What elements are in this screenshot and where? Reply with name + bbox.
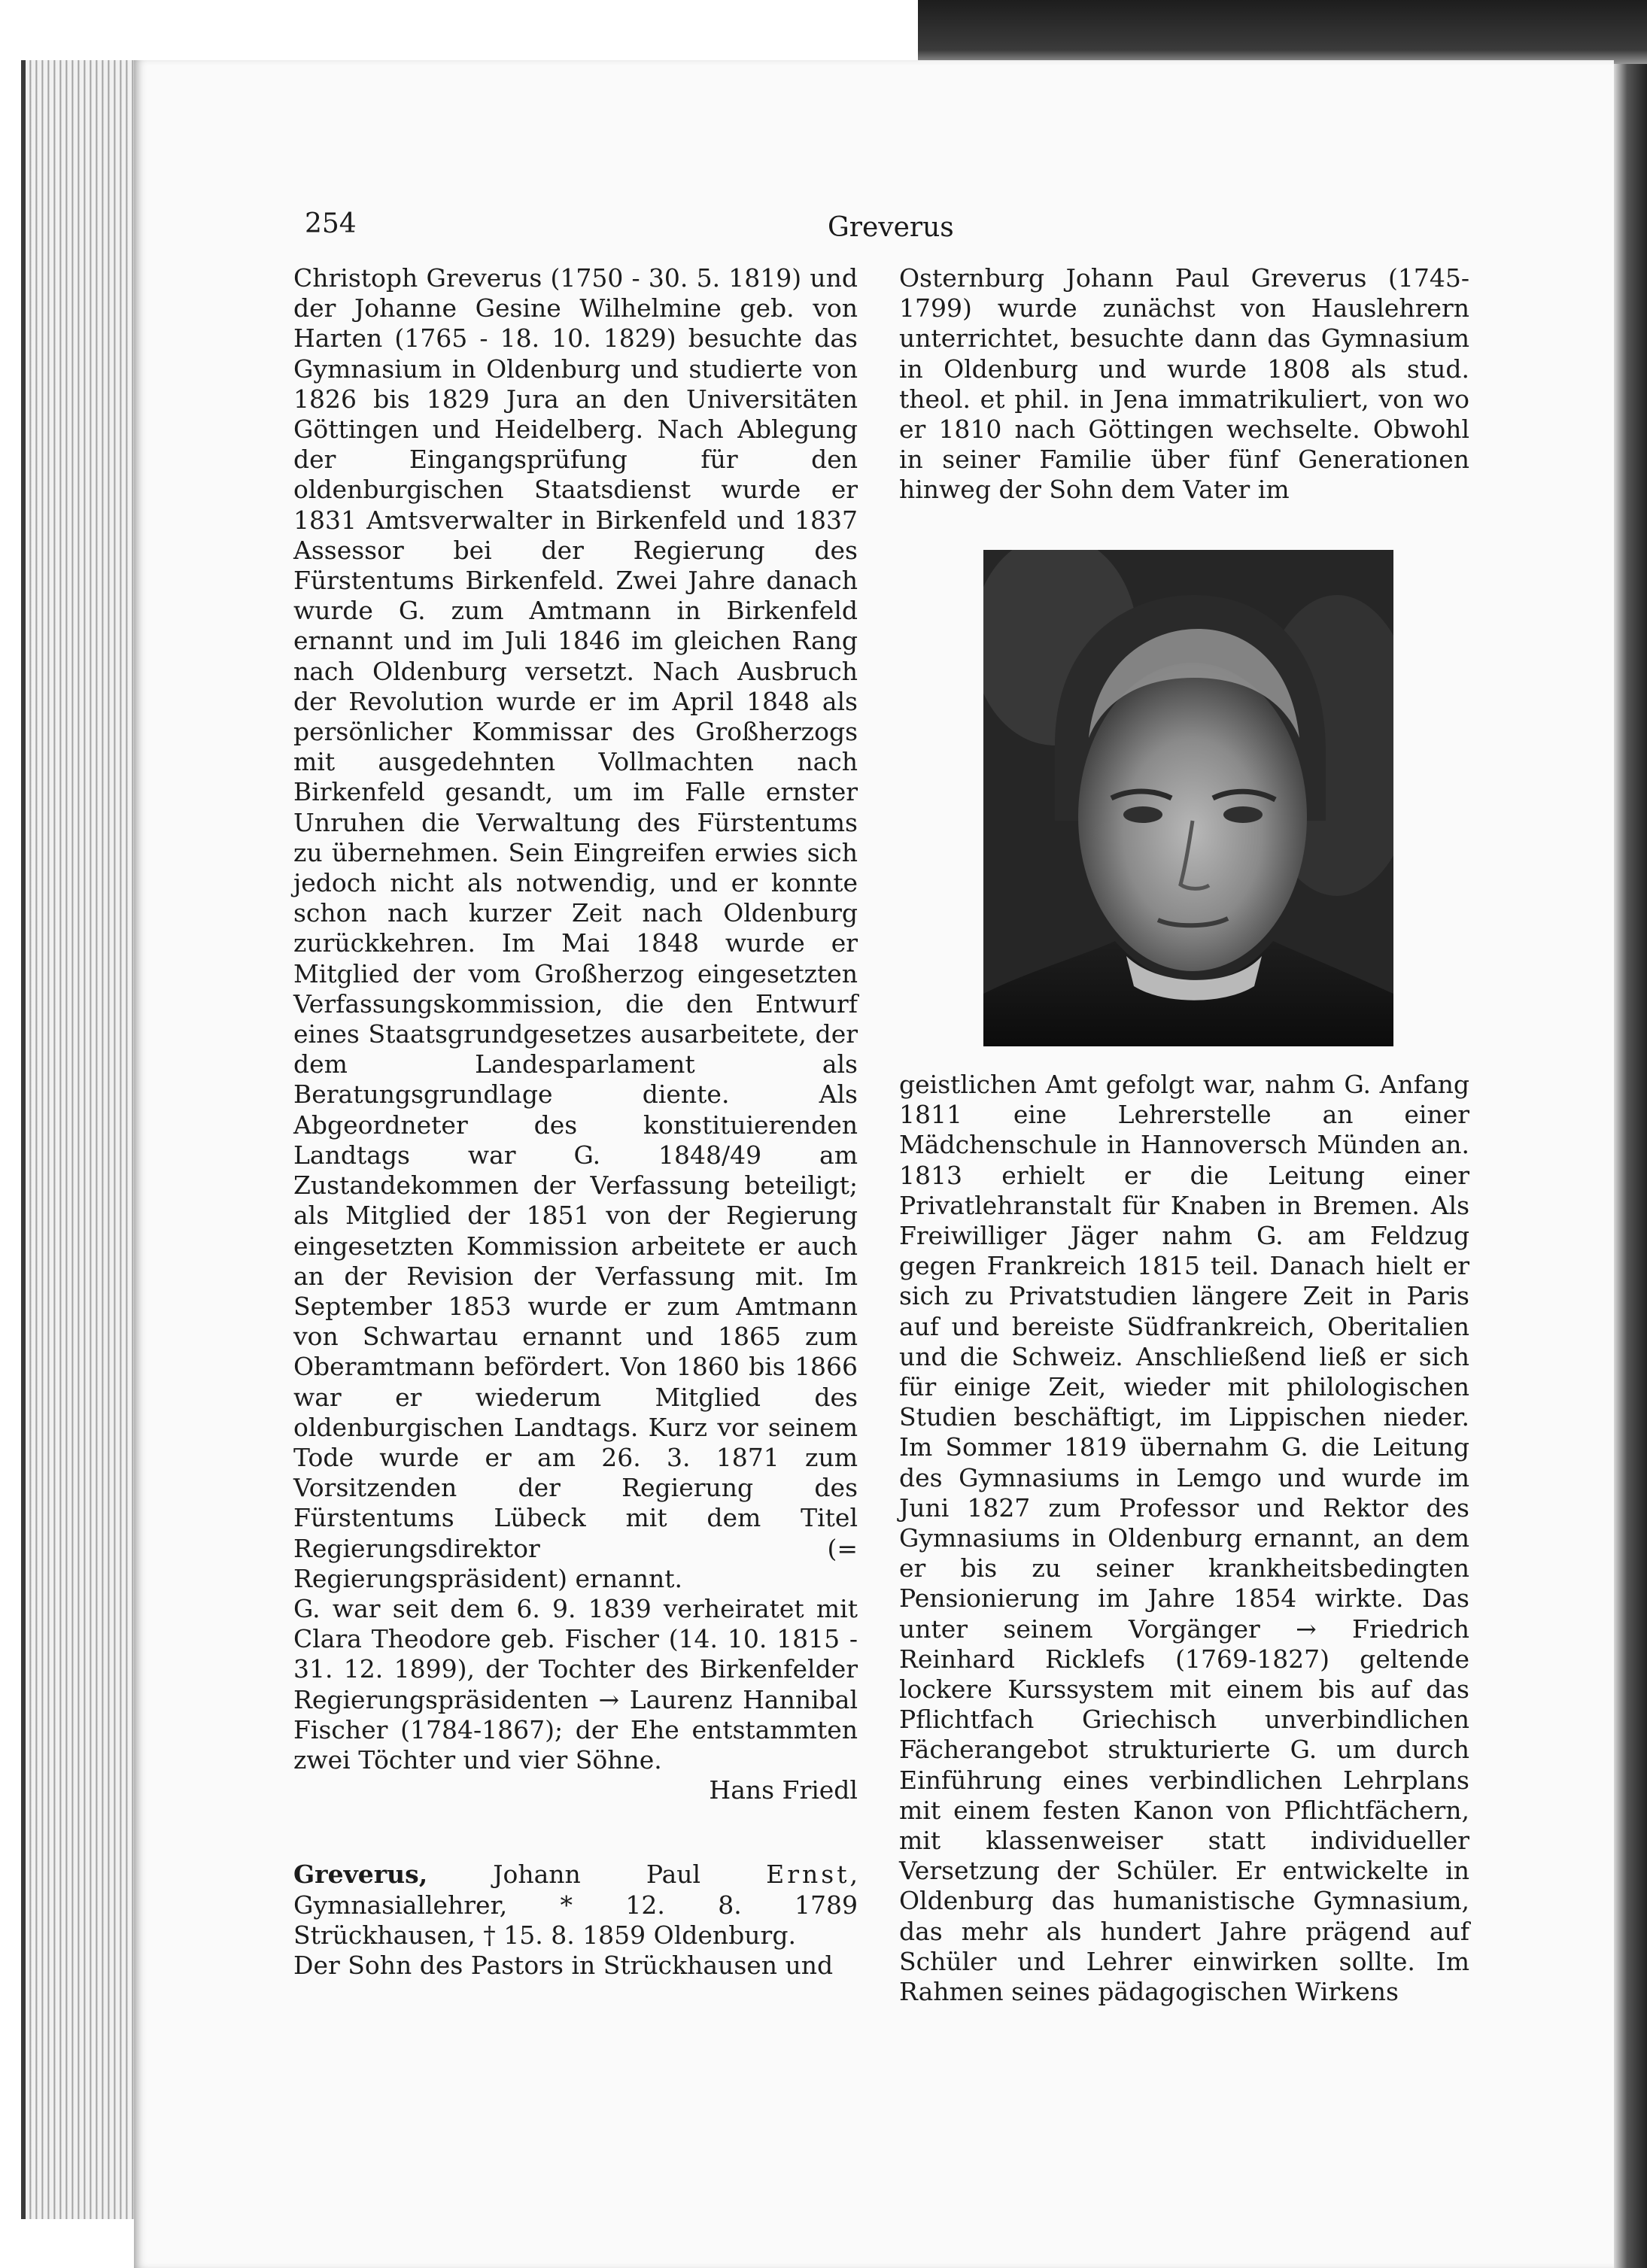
- running-head: Greverus: [828, 212, 954, 243]
- entry-start: Der Sohn des Pastors in Strückhausen und: [293, 1950, 834, 1980]
- portrait-drawing: [983, 550, 1393, 1046]
- entry-separator: [293, 1805, 858, 1860]
- right-column-bottom: [899, 1070, 1469, 2007]
- entry-heading: [293, 1860, 858, 1951]
- author-signature: Hans Friedl: [709, 1775, 858, 1805]
- entry-name: Greverus,: [293, 1860, 428, 1890]
- page-number: 254: [305, 208, 357, 239]
- page-stack-edge: [21, 60, 138, 2219]
- entry-details: , Gymnasiallehrer, * 12. 8. 1789 Strückhausen, † 15. 8. 1859 Oldenburg.: [293, 1860, 858, 1950]
- entry-spaced-name: Ernst: [766, 1860, 850, 1890]
- right-paragraph-bottom: geistlichen Amt gefolgt war, nahm G. Anfang 1811 eine Lehrerstelle an einer Mädchenschule in Hannoversch Münden an. 1813 erhielt er die Leitung einer Privatlehranstalt für Knaben in Bremen. Als Freiwilliger Jäger nahm G. am Feldzug gegen Frankreich 1815 teil. Danach hielt er sich zu Privatstudien längere Zeit in Paris auf und bereiste Südfrankreich, Oberitalien und die Schweiz. Anschließend ließ er sich für einige Zeit, wieder mit philologischen Studien beschäftigt, im Lippischen nieder. Im Sommer 1819 übernahm G. die Leitung des Gymnasiums in Lemgo und wurde im Juni 1827 zum Professor und Rektor des Gymnasiums in Oldenburg ernannt, an dem er bis zu seiner krankheitsbedingten Pensionierung im Jahre 1854 wirkte. Das unter seinem Vorgänger → Friedrich Reinhard Ricklefs (1769-1827) geltende lockere Kurssystem mit einem bis auf das Pflichtfach Griechisch unverbindlichen Fächerangebot strukturierte G. um durch Einführung eines verbindlichen Lehrplans mit einem festen Kanon von Pflichtfächern, mit klassenweiser statt individueller Versetzung der Schüler. Er entwickelte in Oldenburg das humanistische Gymnasium, das mehr als hundert Jahre prägend auf Schüler und Lehrer einwirken sollte. Im Rahmen seines pädagogischen Wirkens: [899, 1070, 1469, 2007]
- left-paragraph-1: Christoph Greverus (1750 - 30. 5. 1819) und der Johanne Gesine Wilhelmine geb. von Harten (1765 - 18. 10. 1829) besuchte das Gymnasium in Oldenburg und studierte von 1826 bis 1829 Jura an den Universitäten Göttingen und Heidelberg. Nach Ablegung der Eingangsprüfung für den oldenburgischen Staatsdienst wurde er 1831 Amtsverwalter in Birkenfeld und 1837 Assessor bei der Regierung des Fürstentums Birkenfeld. Zwei Jahre danach wurde G. zum Amtmann in Birkenfeld ernannt und im Juli 1846 im gleichen Rang nach Oldenburg versetzt. Nach Ausbruch der Revolution wurde er im April 1848 als persönlicher Kommissar des Großherzogs mit ausgedehnten Vollmachten nach Birkenfeld gesandt, um im Falle ernster Unruhen die Verwaltung des Fürstentums zu übernehmen. Sein Eingreifen erwies sich jedoch nicht als notwendig, und er konnte schon nach kurzer Zeit nach Oldenburg zurückkehren. Im Mai 1848 wurde er Mitglied der vom Großherzog eingesetzten Verfassungskommission, die den Entwurf eines Staatsgrundgesetzes ausarbeitete, der dem Landesparlament als Beratungsgrundlage diente. Als Abgeordneter des konstituierenden Landtags war G. 1848/49 am Zustandekommen der Verfassung beteiligt; als Mitglied der 1851 von der Regierung eingesetzten Kommission arbeitete er auch an der Revision der Verfassung mit. Im September 1853 wurde er zum Amtmann von Schwartau ernannt und 1865 zum Oberamtmann befördert. Von 1860 bis 1866 war er wiederum Mitglied des oldenburgischen Landtags. Kurz vor seinem Tode wurde er am 26. 3. 1871 zum Vorsitzenden der Regierung des Fürstentums Lübeck mit dem Titel Regierungsdirektor (= Regierungspräsident) ernannt.: [293, 263, 858, 1593]
- right-column-top: [899, 263, 1469, 506]
- book-spine: [1614, 64, 1647, 2268]
- right-paragraph-top: Osternburg Johann Paul Greverus (1745-1799) wurde zunächst von Hauslehrern unterrichtet, besuchte dann das Gymnasium in Oldenburg und wurde 1808 als stud. theol. et phil. in Jena immatrikuliert, von wo er 1810 nach Göttingen wechselte. Obwohl in seiner Familie über fünf Generationen hinweg der Sohn dem Vater im: [899, 263, 1469, 505]
- entry-given-names: Johann Paul: [427, 1860, 767, 1890]
- left-paragraph-2: G. war seit dem 6. 9. 1839 verheiratet mit Clara Theodore geb. Fischer (14. 10. 1815 - 31. 12. 1899), der Tochter des Birkenfelder Regierungspräsidenten → Laurenz Hannibal Fischer (1784-1867); der Ehe entstammten zwei Töchter und vier Söhne.: [293, 1593, 858, 1775]
- left-column: [293, 263, 858, 1981]
- portrait-photo-icon: [983, 550, 1393, 1046]
